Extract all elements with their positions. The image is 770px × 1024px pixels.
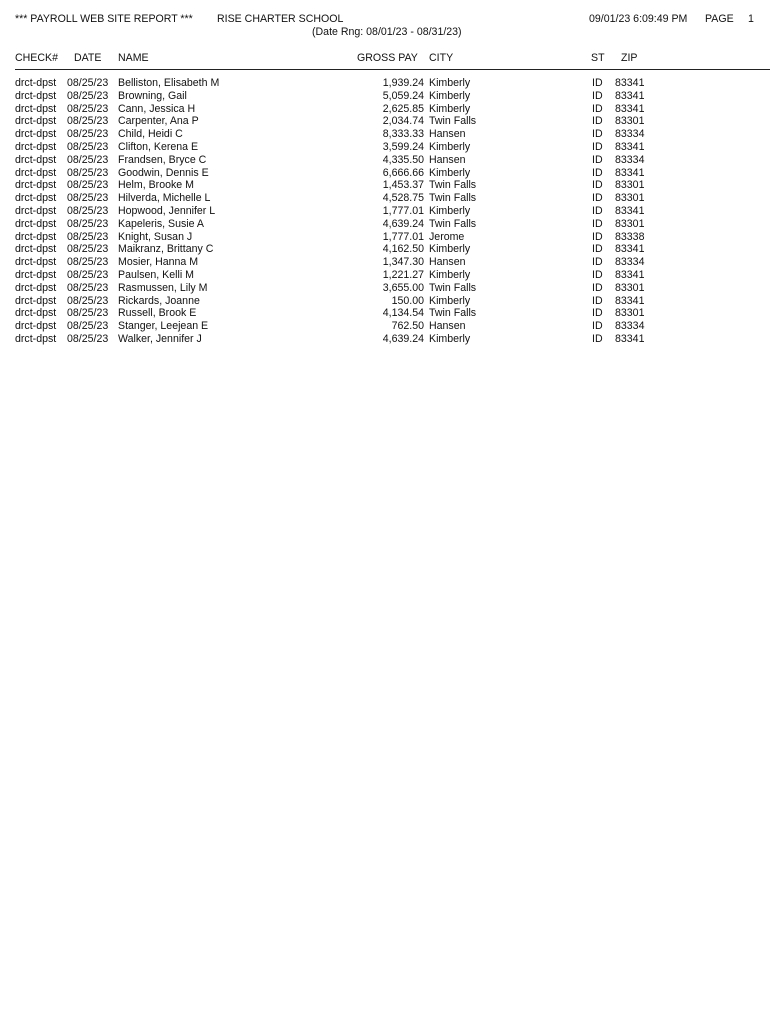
gross-pay-cell: 4,162.50: [382, 243, 424, 256]
column-header-date: DATE: [74, 52, 102, 64]
date-cell: 08/25/23: [67, 102, 109, 115]
date-cell: 08/25/23: [67, 269, 109, 281]
state-cell: ID: [592, 141, 603, 153]
table-row: [0, 115, 770, 128]
name-cell: Carpenter, Ana P: [118, 115, 199, 128]
name-cell: Russell, Brook E: [118, 307, 197, 320]
column-header-zip: ZIP: [621, 52, 638, 64]
gross-pay-cell: 8,333.33: [382, 128, 424, 141]
check-cell: drct-dpst: [15, 192, 57, 205]
city-cell: Kimberly: [429, 141, 471, 153]
zip-cell: 83334: [615, 128, 645, 141]
gross-pay-cell: 4,639.24: [382, 217, 424, 230]
name-cell: Belliston, Elisabeth M: [118, 77, 220, 89]
date-cell: 08/25/23: [67, 153, 109, 166]
gross-pay-cell: 1,221.27: [382, 269, 424, 281]
date-cell: 08/25/23: [67, 243, 109, 256]
state-cell: ID: [592, 294, 603, 307]
table-row: [0, 333, 770, 346]
city-cell: Hansen: [429, 320, 466, 333]
check-cell: drct-dpst: [15, 115, 57, 128]
name-cell: Cann, Jessica H: [118, 102, 196, 115]
date-cell: 08/25/23: [67, 333, 109, 345]
date-cell: 08/25/23: [67, 89, 109, 102]
check-cell: drct-dpst: [15, 333, 57, 345]
column-header-city: CITY: [429, 52, 454, 64]
name-cell: Hilverda, Michelle L: [118, 192, 211, 205]
check-cell: drct-dpst: [15, 153, 57, 166]
city-cell: Hansen: [429, 128, 466, 141]
state-cell: ID: [592, 333, 603, 345]
state-cell: ID: [592, 166, 603, 179]
city-cell: Kimberly: [429, 333, 471, 345]
name-cell: Helm, Brooke M: [118, 179, 194, 192]
column-header-name: NAME: [118, 52, 149, 64]
date-cell: 08/25/23: [67, 141, 109, 153]
city-cell: Hansen: [429, 153, 466, 166]
gross-pay-cell: 5,059.24: [382, 89, 424, 102]
table-row: [0, 141, 770, 154]
column-header-check: CHECK#: [15, 52, 58, 64]
city-cell: Twin Falls: [429, 192, 477, 205]
gross-pay-cell: 150.00: [391, 294, 424, 307]
gross-pay-cell: 1,777.01: [382, 205, 424, 217]
zip-cell: 83341: [615, 205, 645, 217]
name-cell: Child, Heidi C: [118, 128, 183, 141]
date-cell: 08/25/23: [67, 77, 109, 89]
table-row: [0, 307, 770, 320]
state-cell: ID: [592, 128, 603, 141]
state-cell: ID: [592, 77, 603, 89]
zip-cell: 83301: [615, 281, 645, 294]
check-cell: drct-dpst: [15, 179, 57, 192]
name-cell: Rickards, Joanne: [118, 294, 200, 307]
zip-cell: 83301: [615, 307, 645, 320]
state-cell: ID: [592, 115, 603, 128]
check-cell: drct-dpst: [15, 89, 57, 102]
state-cell: ID: [592, 217, 603, 230]
zip-cell: 83334: [615, 256, 645, 269]
gross-pay-cell: 4,134.54: [382, 307, 424, 320]
date-cell: 08/25/23: [67, 128, 109, 141]
table-row: [0, 282, 770, 295]
zip-cell: 83301: [615, 179, 645, 192]
state-cell: ID: [592, 89, 603, 102]
table-row: [0, 77, 770, 90]
table-row: [0, 167, 770, 180]
check-cell: drct-dpst: [15, 256, 57, 269]
report-title: *** PAYROLL WEB SITE REPORT ***: [15, 13, 193, 25]
name-cell: Hopwood, Jennifer L: [118, 205, 216, 217]
gross-pay-cell: 1,939.24: [382, 77, 424, 89]
city-cell: Kimberly: [429, 243, 471, 256]
zip-cell: 83341: [615, 166, 645, 179]
gross-pay-cell: 1,453.37: [382, 179, 424, 192]
city-cell: Hansen: [429, 256, 466, 269]
zip-cell: 83341: [615, 102, 645, 115]
check-cell: drct-dpst: [15, 77, 57, 89]
zip-cell: 83334: [615, 153, 645, 166]
gross-pay-cell: 1,347.30: [382, 256, 424, 269]
name-cell: Mosier, Hanna M: [118, 256, 199, 269]
check-cell: drct-dpst: [15, 320, 57, 333]
table-row: [0, 243, 770, 256]
zip-cell: 83301: [615, 192, 645, 205]
zip-cell: 83341: [615, 333, 645, 345]
zip-cell: 83341: [615, 294, 645, 307]
city-cell: Twin Falls: [429, 307, 477, 320]
zip-cell: 83338: [615, 230, 645, 243]
name-cell: Frandsen, Bryce C: [118, 153, 207, 166]
zip-cell: 83341: [615, 89, 645, 102]
date-cell: 08/25/23: [67, 320, 109, 333]
table-row: [0, 256, 770, 269]
gross-pay-cell: 4,528.75: [382, 192, 424, 205]
gross-pay-cell: 3,655.00: [382, 281, 424, 294]
city-cell: Twin Falls: [429, 217, 477, 230]
gross-pay-cell: 4,335.50: [382, 153, 424, 166]
table-row: [0, 103, 770, 116]
date-cell: 08/25/23: [67, 281, 109, 294]
date-cell: 08/25/23: [67, 115, 109, 128]
state-cell: ID: [592, 179, 603, 192]
check-cell: drct-dpst: [15, 141, 57, 153]
gross-pay-cell: 2,034.74: [382, 115, 424, 128]
city-cell: Kimberly: [429, 294, 471, 307]
city-cell: Twin Falls: [429, 179, 477, 192]
check-cell: drct-dpst: [15, 307, 57, 320]
organization-name: RISE CHARTER SCHOOL: [217, 13, 344, 25]
city-cell: Kimberly: [429, 166, 471, 179]
zip-cell: 83341: [615, 243, 645, 256]
state-cell: ID: [592, 320, 603, 333]
table-row: [0, 269, 770, 282]
city-cell: Twin Falls: [429, 115, 477, 128]
gross-pay-cell: 1,777.01: [382, 230, 424, 243]
gross-pay-cell: 2,625.85: [382, 102, 424, 115]
state-cell: ID: [592, 243, 603, 256]
page-number: 1: [748, 13, 754, 25]
table-row: [0, 192, 770, 205]
date-cell: 08/25/23: [67, 256, 109, 269]
check-cell: drct-dpst: [15, 205, 57, 217]
date-cell: 08/25/23: [67, 179, 109, 192]
zip-cell: 83341: [615, 269, 645, 281]
check-cell: drct-dpst: [15, 243, 57, 256]
gross-pay-cell: 762.50: [391, 320, 424, 333]
table-row: [0, 218, 770, 231]
date-cell: 08/25/23: [67, 307, 109, 320]
table-row: [0, 231, 770, 244]
zip-cell: 83301: [615, 115, 645, 128]
table-row: [0, 179, 770, 192]
city-cell: Kimberly: [429, 205, 471, 217]
check-cell: drct-dpst: [15, 281, 57, 294]
name-cell: Stanger, Leejean E: [118, 320, 209, 333]
check-cell: drct-dpst: [15, 294, 57, 307]
table-row: [0, 128, 770, 141]
name-cell: Goodwin, Dennis E: [118, 166, 209, 179]
column-header-gross-pay: GROSS PAY: [357, 52, 418, 64]
state-cell: ID: [592, 205, 603, 217]
print-timestamp: 09/01/23 6:09:49 PM: [589, 13, 688, 25]
city-cell: Kimberly: [429, 269, 471, 281]
zip-cell: 83334: [615, 320, 645, 333]
table-row: [0, 295, 770, 308]
state-cell: ID: [592, 256, 603, 269]
date-cell: 08/25/23: [67, 166, 109, 179]
city-cell: Kimberly: [429, 77, 471, 89]
check-cell: drct-dpst: [15, 128, 57, 141]
state-cell: ID: [592, 230, 603, 243]
state-cell: ID: [592, 192, 603, 205]
state-cell: ID: [592, 307, 603, 320]
page-label: PAGE: [705, 13, 734, 25]
date-range: (Date Rng: 08/01/23 - 08/31/23): [312, 26, 462, 38]
state-cell: ID: [592, 102, 603, 115]
date-cell: 08/25/23: [67, 205, 109, 217]
zip-cell: 83341: [615, 141, 645, 153]
date-cell: 08/25/23: [67, 217, 109, 230]
check-cell: drct-dpst: [15, 269, 57, 281]
state-cell: ID: [592, 281, 603, 294]
name-cell: Kapeleris, Susie A: [118, 217, 204, 230]
date-cell: 08/25/23: [67, 230, 109, 243]
date-cell: 08/25/23: [67, 294, 109, 307]
name-cell: Walker, Jennifer J: [118, 333, 202, 345]
name-cell: Clifton, Kerena E: [118, 141, 199, 153]
state-cell: ID: [592, 153, 603, 166]
check-cell: drct-dpst: [15, 102, 57, 115]
gross-pay-cell: 6,666.66: [382, 166, 424, 179]
gross-pay-cell: 3,599.24: [382, 141, 424, 153]
column-header-st: ST: [591, 52, 605, 64]
table-row: [0, 205, 770, 218]
gross-pay-cell: 4,639.24: [382, 333, 424, 345]
name-cell: Paulsen, Kelli M: [118, 269, 194, 281]
zip-cell: 83301: [615, 217, 645, 230]
state-cell: ID: [592, 269, 603, 281]
check-cell: drct-dpst: [15, 166, 57, 179]
city-cell: Twin Falls: [429, 281, 477, 294]
check-cell: drct-dpst: [15, 230, 57, 243]
city-cell: Kimberly: [429, 102, 471, 115]
city-cell: Kimberly: [429, 89, 471, 102]
name-cell: Rasmussen, Lily M: [118, 281, 208, 294]
header-divider: [15, 69, 770, 70]
table-row: [0, 320, 770, 333]
name-cell: Browning, Gail: [118, 89, 187, 102]
table-row: [0, 90, 770, 103]
check-cell: drct-dpst: [15, 217, 57, 230]
table-row: [0, 154, 770, 167]
date-cell: 08/25/23: [67, 192, 109, 205]
name-cell: Knight, Susan J: [118, 230, 193, 243]
name-cell: Maikranz, Brittany C: [118, 243, 214, 256]
city-cell: Jerome: [429, 230, 465, 243]
zip-cell: 83341: [615, 77, 645, 89]
